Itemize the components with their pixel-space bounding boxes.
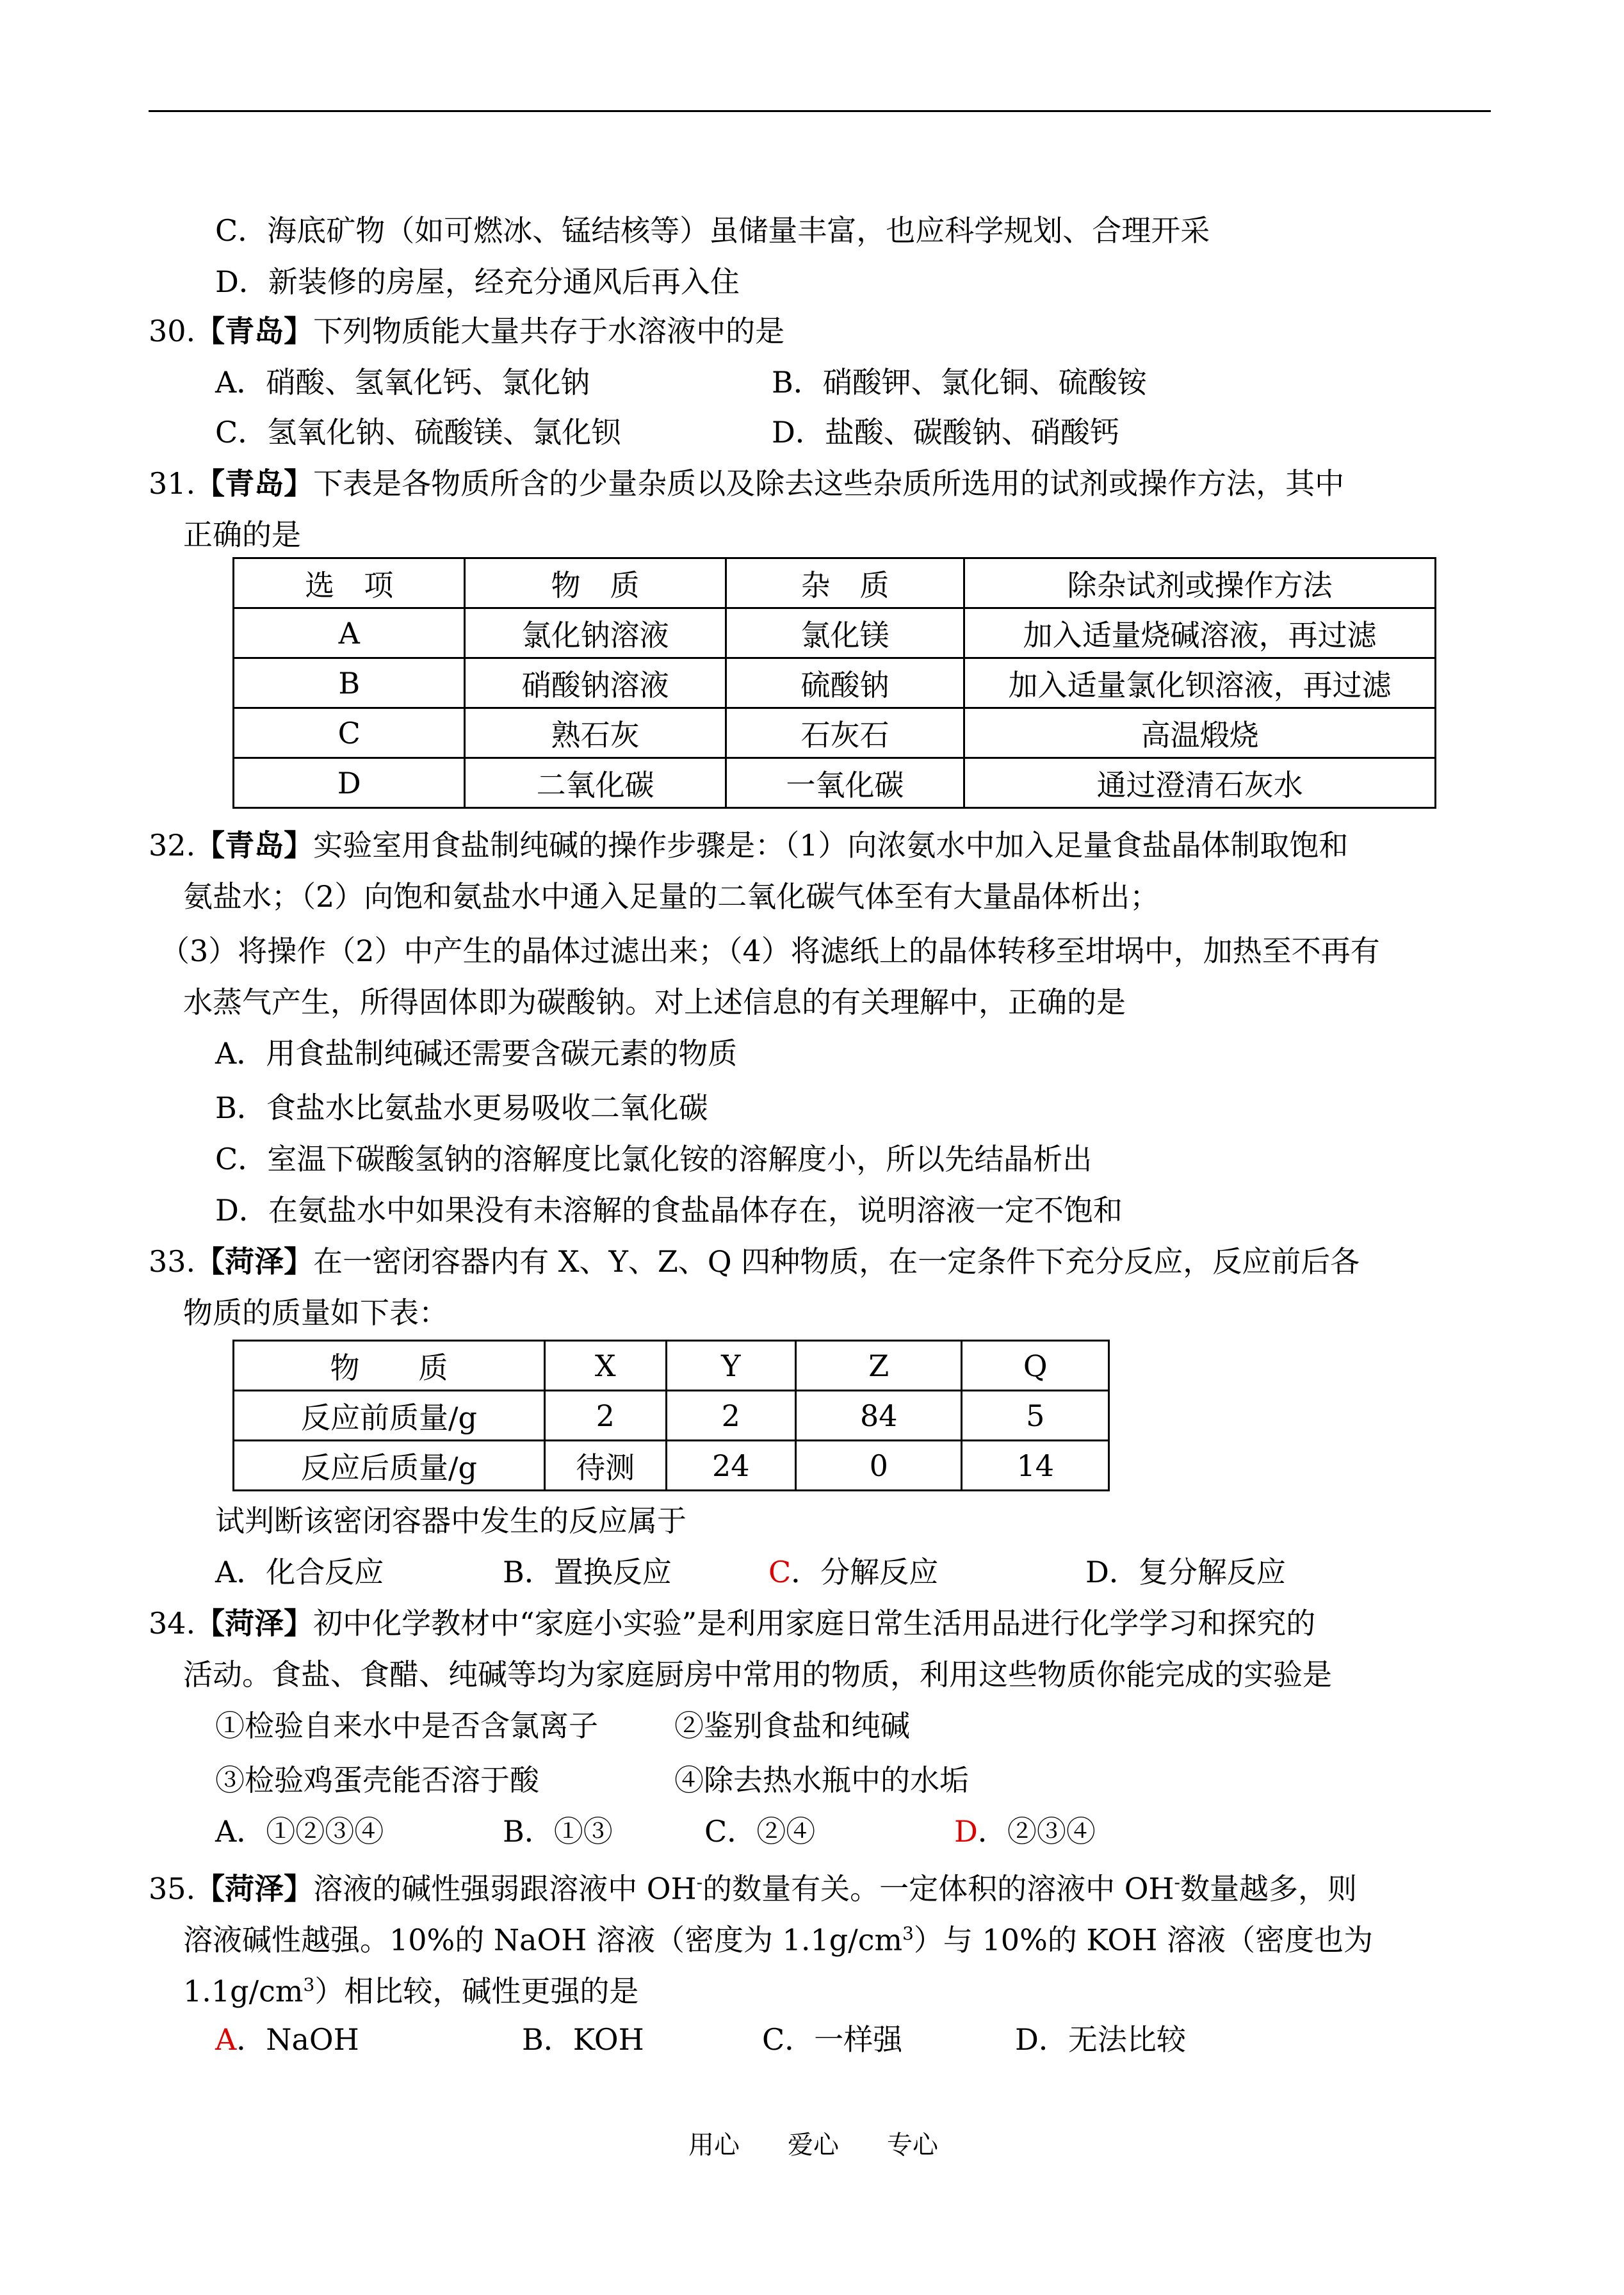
q35-option-b: B．KOH <box>522 2022 644 2057</box>
q34-option-c: C．②④ <box>704 1814 816 1849</box>
question-source-tag: 【菏泽】 <box>195 1606 314 1641</box>
question-34-stem <box>149 1604 1315 1642</box>
header-rule <box>149 110 1491 112</box>
question-source-tag: 【菏泽】 <box>195 1871 314 1906</box>
question-35-line-2: 溶液碱性越强。10%的 NaOH 溶液（密度为 $1.1g/cm^3$）与 10%的 KOH 溶液（密度也为 <box>183 1922 1373 1958</box>
question-number: 30. <box>149 314 196 348</box>
table-header-cell: 物 质 <box>234 1341 545 1391</box>
footer-text-1: 用心 <box>688 2130 740 2160</box>
question-35-stem: 35.【菏泽】溶液的碱性强弱跟溶液中 OH-的数量有关。一定体积的溶液中 OH-数量越多，则 <box>149 1871 1357 1906</box>
table-cell: B <box>234 658 465 708</box>
table-cell: C <box>234 708 465 758</box>
q33-option-a: A．化合反应 <box>215 1555 384 1589</box>
q32-option-d: D．在氨盐水中如果没有未溶解的食盐晶体存在，说明溶液一定不饱和 <box>215 1193 1123 1228</box>
answer-letter: C <box>768 1555 792 1589</box>
q32-option-c: C．室温下碳酸氢钠的溶解度比氯化铵的溶解度小，所以先结晶析出 <box>215 1142 1092 1176</box>
table-cell: 硝酸钠溶液 <box>465 658 726 708</box>
table-header-cell: Q <box>962 1341 1109 1391</box>
question-number: 35. <box>149 1871 196 1906</box>
question-text: 在一密闭容器内有 X、Y、Z、Q 四种物质，在一定条件下充分反应，反应前后各 <box>313 1244 1360 1279</box>
q35-option-d: D．无法比较 <box>1015 2022 1186 2057</box>
answer-letter: D <box>954 1814 978 1849</box>
q30-option-b: B．硝酸钾、氯化铜、硫酸铵 <box>772 365 1147 400</box>
q32-option-b: B．食盐水比氨盐水更易吸收二氧化碳 <box>215 1091 708 1125</box>
table-row <box>234 608 1436 658</box>
table-cell: 一氧化碳 <box>726 758 964 808</box>
q34-item-3: ③检验鸡蛋壳能否溶于酸 <box>215 1763 539 1797</box>
table-cell: D <box>234 758 465 808</box>
q30-option-a: A．硝酸、氢氧化钙、氯化钠 <box>215 365 590 400</box>
question-32-line-4: 水蒸气产生，所得固体即为碳酸钠。对上述信息的有关理解中，正确的是 <box>183 985 1126 1019</box>
q30-option-c: C．氢氧化钠、硫酸镁、氯化钡 <box>215 415 621 450</box>
q34-item-2: ②鉴别食盐和纯碱 <box>674 1708 910 1743</box>
table-header-cell: Y <box>666 1341 796 1391</box>
table-header-row <box>234 558 1436 608</box>
table-cell: 通过澄清石灰水 <box>964 758 1436 808</box>
q30-option-d: D．盐酸、碳酸钠、硝酸钙 <box>772 415 1119 450</box>
question-31-stem <box>149 464 1344 503</box>
q33-option-b: B．置换反应 <box>503 1555 672 1589</box>
question-number: 31. <box>149 466 196 501</box>
table-cell: 2 <box>666 1391 796 1441</box>
table-cell: 0 <box>796 1441 962 1491</box>
question-number: 34. <box>149 1606 196 1641</box>
q34-item-4: ④除去热水瓶中的水垢 <box>674 1763 969 1797</box>
question-31-stem-cont: 正确的是 <box>183 517 301 552</box>
question-33-prompt: 试判断该密闭容器中发生的反应属于 <box>215 1504 686 1538</box>
table-cell: 84 <box>796 1391 962 1441</box>
q32-option-a: A．用食盐制纯碱还需要含碳元素的物质 <box>215 1036 738 1071</box>
q35-option-a: A．NaOH <box>215 2022 359 2057</box>
table-cell: 氯化镁 <box>726 608 964 658</box>
table-row <box>234 1441 1109 1491</box>
mass-table <box>232 1340 1110 1491</box>
table-header-cell: Z <box>796 1341 962 1391</box>
question-source-tag: 【青岛】 <box>195 828 314 863</box>
footer-text-3: 专心 <box>887 2130 938 2160</box>
question-35-line-3: $1.1g/cm^3$）相比较，碱性更强的是 <box>183 1974 639 2009</box>
question-number: 32. <box>149 828 196 863</box>
table-header-cell: 物 质 <box>465 558 726 608</box>
table-cell: 5 <box>962 1391 1109 1441</box>
table-cell: 24 <box>666 1441 796 1491</box>
table-cell: A <box>234 608 465 658</box>
table-cell: 硫酸钠 <box>726 658 964 708</box>
q34-item-1: ①检验自来水中是否含氯离子 <box>215 1708 598 1743</box>
question-33-stem <box>149 1242 1360 1281</box>
q35-option-c: C．一样强 <box>762 2022 903 2057</box>
table-cell: 反应前质量/g <box>234 1391 545 1441</box>
question-text: 实验室用食盐制纯碱的操作步骤是：（1）向浓氨水中加入足量食盐晶体制取饱和 <box>313 828 1349 863</box>
question-30-stem <box>149 312 784 350</box>
q34-option-d: D．②③④ <box>954 1814 1096 1849</box>
option-d-prev: D．新装修的房屋，经充分通风后再入住 <box>215 264 740 299</box>
footer-text-2: 爱心 <box>788 2130 839 2160</box>
table-cell: 加入适量烧碱溶液，再过滤 <box>964 608 1436 658</box>
table-cell: 加入适量氯化钡溶液，再过滤 <box>964 658 1436 708</box>
table-cell: 熟石灰 <box>465 708 726 758</box>
table-row <box>234 758 1436 808</box>
question-source-tag: 【菏泽】 <box>195 1244 314 1279</box>
table-cell: 氯化钠溶液 <box>465 608 726 658</box>
question-number: 33. <box>149 1244 196 1279</box>
table-header-cell: 除杂试剂或操作方法 <box>964 558 1436 608</box>
table-header-cell: 选 项 <box>234 558 465 608</box>
question-34-line-2: 活动。食盐、食醋、纯碱等均为家庭厨房中常用的物质，利用这些物质你能完成的实验是 <box>183 1657 1332 1692</box>
q33-option-c: C．分解反应 <box>768 1555 939 1589</box>
table-cell: 高温煅烧 <box>964 708 1436 758</box>
question-33-line-2: 物质的质量如下表： <box>183 1295 448 1330</box>
table-header-cell: X <box>544 1341 666 1391</box>
table-row <box>234 708 1436 758</box>
table-cell: 待测 <box>544 1441 666 1491</box>
question-source-tag: 【青岛】 <box>195 314 314 348</box>
option-c-prev: C．海底矿物（如可燃冰、锰结核等）虽储量丰富，也应科学规划、合理开采 <box>215 213 1210 248</box>
question-32-line-3: （3）将操作（2）中产生的晶体过滤出来；（4）将滤纸上的晶体转移至坩埚中，加热至不再有 <box>160 934 1380 968</box>
table-cell: 石灰石 <box>726 708 964 758</box>
table-cell: 2 <box>544 1391 666 1441</box>
table-header-row <box>234 1341 1109 1391</box>
q33-option-d: D．复分解反应 <box>1085 1555 1286 1589</box>
question-text: 下表是各物质所含的少量杂质以及除去这些杂质所选用的试剂或操作方法，其中 <box>313 466 1345 501</box>
q34-option-b: B．①③ <box>503 1814 613 1849</box>
table-cell: 反应后质量/g <box>234 1441 545 1491</box>
q34-option-a: A．①②③④ <box>215 1814 384 1849</box>
question-source-tag: 【青岛】 <box>195 466 314 501</box>
question-text: 下列物质能大量共存于水溶液中的是 <box>313 314 785 348</box>
question-text: 初中化学教材中“家庭小实验”是利用家庭日常生活用品进行化学学习和探究的 <box>313 1606 1316 1641</box>
table-cell: 14 <box>962 1441 1109 1491</box>
table-row <box>234 658 1436 708</box>
answer-letter: A <box>215 2022 237 2057</box>
impurity-table <box>232 557 1436 809</box>
table-header-cell: 杂 质 <box>726 558 964 608</box>
question-32-line-2: 氨盐水；（2）向饱和氨盐水中通入足量的二氧化碳气体至有大量晶体析出； <box>183 879 1160 914</box>
table-cell: 二氧化碳 <box>465 758 726 808</box>
table-row <box>234 1391 1109 1441</box>
question-32-stem <box>149 826 1348 864</box>
